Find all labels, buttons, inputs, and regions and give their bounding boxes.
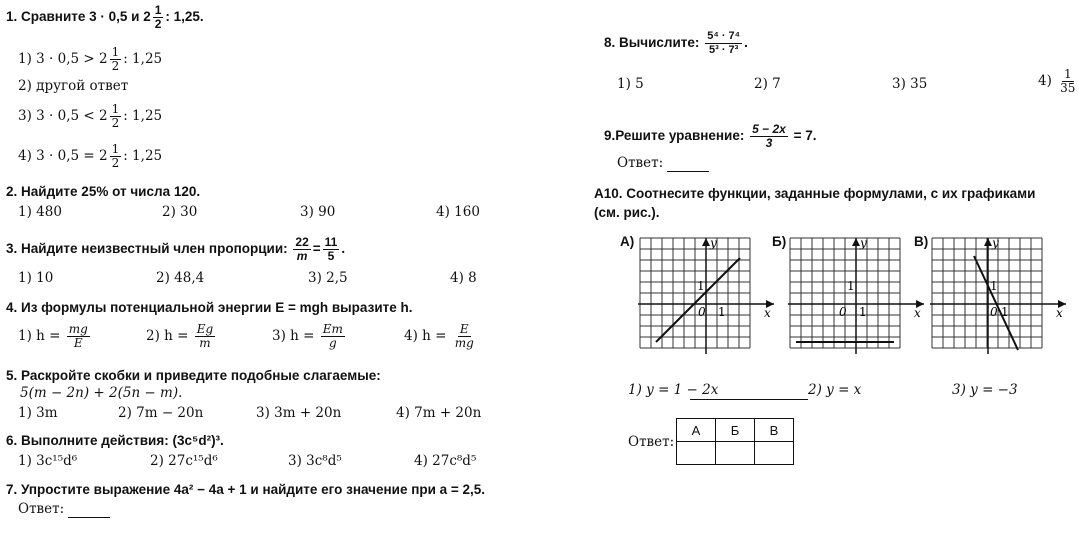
graph-c-line xyxy=(974,256,1018,350)
q3-option-2: 2) 48,4 xyxy=(156,270,205,286)
q4-option-1: 1) h = $\frac{mg}{E}$ xyxy=(18,322,88,350)
function-1-underline xyxy=(690,399,808,400)
svg-text:y: y xyxy=(992,236,999,250)
q1-option-3: 3) 3 · 0,5 < 2 $\frac{1}{2}$ : 1,25 xyxy=(18,102,163,130)
q5-option-3: 3) 3m + 20n xyxy=(256,405,342,421)
svg-text:x: x xyxy=(764,306,771,320)
question-7: 7. Упростите выражение 4a² − 4a + 1 и найдите его значение при a = 2,5. xyxy=(6,482,486,497)
q6-option-1: 1) 3c¹⁵d⁶ xyxy=(18,453,78,469)
a10-answer-label: Ответ: xyxy=(628,434,675,450)
q7-answer: Ответ: xyxy=(18,501,110,518)
q3-option-4: 4) 8 xyxy=(450,270,477,286)
graph-a-label: А) xyxy=(620,234,635,249)
q5-option-1: 1) 3m xyxy=(18,405,58,421)
q7-answer-blank[interactable] xyxy=(68,501,110,518)
q9-answer-blank[interactable] xyxy=(667,155,709,172)
function-1: 1) y = 1 − 2x xyxy=(628,382,719,398)
q6-option-3: 3) 3c⁸d⁵ xyxy=(288,453,342,469)
answer-header-b: Б xyxy=(716,419,755,442)
svg-text:1: 1 xyxy=(1001,305,1009,319)
question-3: 3. Найдите неизвестный член пропорции: $\frac{22}{m}$ = $\frac{11}{5}$ . xyxy=(6,235,346,263)
svg-text:1: 1 xyxy=(697,279,705,293)
question-2: 2. Найдите 25% от числа 120. xyxy=(6,184,201,199)
a10-answer-table xyxy=(676,418,794,465)
graph-c-label: В) xyxy=(914,234,929,249)
svg-text:1: 1 xyxy=(847,279,855,293)
question-a10-line2: (см. рис.). xyxy=(594,205,660,220)
question-6: 6. Выполните действия: (3c⁵d²)³. xyxy=(6,433,224,448)
svg-text:1: 1 xyxy=(859,305,867,319)
q9-answer: Ответ: xyxy=(617,155,709,172)
q1-option-1: 1) 3 · 0,5 > 2 $\frac{1}{2}$ : 1,25 xyxy=(18,45,163,73)
q8-option-2: 2) 7 xyxy=(754,76,781,92)
question-1: 1. Сравните 3 · 0,5 и 2 $\frac{1}{2}$ : 1,25. xyxy=(6,3,204,31)
question-9: 9.Решите уравнение: $\frac{5 - 2x}{3}$ = 7. xyxy=(604,122,817,150)
q2-option-2: 2) 30 xyxy=(162,204,198,220)
q5-option-4: 4) 7m + 20n xyxy=(396,405,482,421)
q5-expression: 5(m − 2n) + 2(5n − m). xyxy=(20,385,183,401)
answer-header-a: А xyxy=(677,419,716,442)
q1-option-4: 4) 3 · 0,5 = 2 $\frac{1}{2}$ : 1,25 xyxy=(18,142,163,170)
q4-option-3: 3) h = $\frac{Em}{g}$ xyxy=(272,322,343,350)
graph-b-svg xyxy=(788,236,928,356)
function-3: 3) y = −3 xyxy=(952,382,1018,398)
graph-b-label: Б) xyxy=(772,234,787,249)
q2-option-4: 4) 160 xyxy=(436,204,480,220)
svg-text:y: y xyxy=(710,236,717,250)
answer-cell-b[interactable] xyxy=(716,442,755,465)
graph-c-svg xyxy=(930,236,1070,356)
svg-text:1: 1 xyxy=(990,279,998,293)
answer-header-c: В xyxy=(755,419,794,442)
question-a10: А10. Соотнесите функции, заданные формулами, с их графиками xyxy=(594,186,1036,201)
svg-text:0: 0 xyxy=(839,305,847,319)
question-4: 4. Из формулы потенциальной энергии E = mgh выразите h. xyxy=(6,300,413,315)
svg-text:1: 1 xyxy=(718,305,726,319)
graph-a-svg xyxy=(638,236,778,356)
svg-text:x: x xyxy=(1056,306,1063,320)
q6-option-2: 2) 27c¹⁵d⁶ xyxy=(150,453,218,469)
q2-option-3: 3) 90 xyxy=(300,204,336,220)
q1-option-2: 2) другой ответ xyxy=(18,78,129,94)
answer-cell-a[interactable] xyxy=(677,442,716,465)
function-2: 2) y = x xyxy=(808,382,862,398)
q4-option-4: 4) h = $\frac{E}{mg}$ xyxy=(404,322,474,350)
q4-option-2: 2) h = $\frac{Eg}{m}$ xyxy=(146,322,214,350)
q8-option-4: 4) $\frac{1}{35}$ xyxy=(1038,67,1076,95)
q8-option-3: 3) 35 xyxy=(892,76,928,92)
q3-option-1: 1) 10 xyxy=(18,270,54,286)
svg-text:0: 0 xyxy=(990,305,998,319)
question-5: 5. Раскройте скобки и приведите подобные слагаемые: xyxy=(6,368,381,383)
svg-text:0: 0 xyxy=(698,305,706,319)
answer-cell-c[interactable] xyxy=(755,442,794,465)
svg-text:y: y xyxy=(860,236,867,250)
question-8: 8. Вычислите: $\frac{\text{5⁴ · 7⁴}}{\text{5³ · 7³}}$ . xyxy=(604,30,748,56)
svg-text:x: x xyxy=(914,306,921,320)
q3-option-3: 3) 2,5 xyxy=(308,270,348,286)
q6-option-4: 4) 27c⁸d⁵ xyxy=(414,453,477,469)
q5-option-2: 2) 7m − 20n xyxy=(118,405,204,421)
q8-option-1: 1) 5 xyxy=(617,76,644,92)
q2-option-1: 1) 480 xyxy=(18,204,62,220)
